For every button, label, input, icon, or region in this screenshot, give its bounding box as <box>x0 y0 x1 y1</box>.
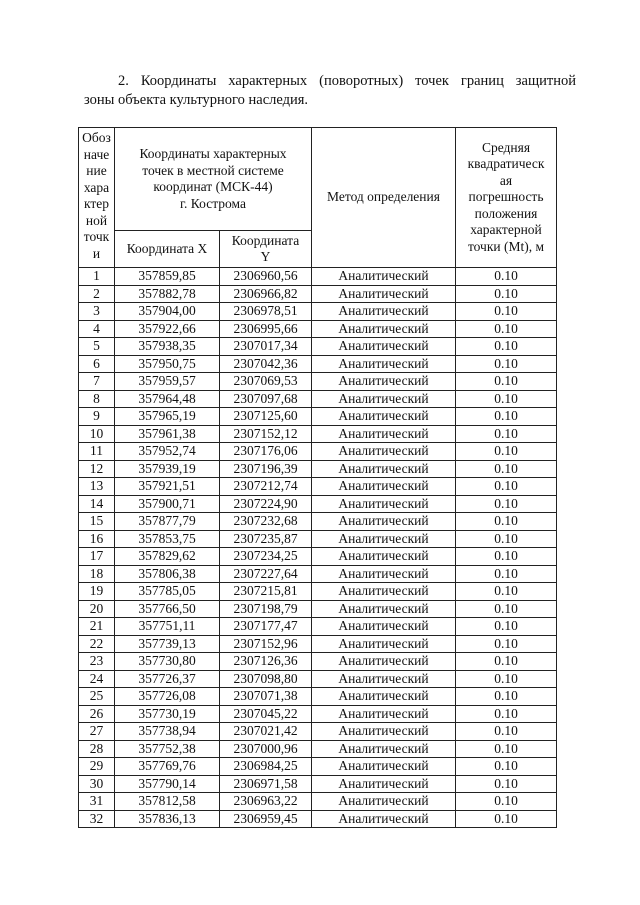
table-row <box>79 390 557 408</box>
method-cell: Аналитический <box>312 285 456 303</box>
point-number-cell: 18 <box>79 565 115 583</box>
table-row <box>79 775 557 793</box>
coordinate-x-cell: 357730,80 <box>115 653 220 671</box>
coordinate-y-cell: 2307125,60 <box>220 408 312 426</box>
coordinate-x-cell: 357877,79 <box>115 513 220 531</box>
method-cell: Аналитический <box>312 268 456 286</box>
coordinate-x-cell: 357922,66 <box>115 320 220 338</box>
coordinate-x-cell: 357904,00 <box>115 303 220 321</box>
accuracy-cell: 0.10 <box>456 723 557 741</box>
point-number-cell: 23 <box>79 653 115 671</box>
coordinate-y-cell: 2306984,25 <box>220 758 312 776</box>
coordinate-x-cell: 357853,75 <box>115 530 220 548</box>
method-cell: Аналитический <box>312 670 456 688</box>
point-number-cell: 2 <box>79 285 115 303</box>
method-cell: Аналитический <box>312 355 456 373</box>
point-number-cell: 16 <box>79 530 115 548</box>
accuracy-cell: 0.10 <box>456 338 557 356</box>
coordinate-x-cell: 357859,85 <box>115 268 220 286</box>
method-cell: Аналитический <box>312 443 456 461</box>
point-number-cell: 27 <box>79 723 115 741</box>
table-row <box>79 600 557 618</box>
point-number-cell: 1 <box>79 268 115 286</box>
table-row <box>79 810 557 828</box>
accuracy-cell: 0.10 <box>456 355 557 373</box>
accuracy-cell: 0.10 <box>456 548 557 566</box>
coordinate-x-cell: 357790,14 <box>115 775 220 793</box>
table-row <box>79 495 557 513</box>
point-number-cell: 9 <box>79 408 115 426</box>
accuracy-cell: 0.10 <box>456 320 557 338</box>
coordinate-x-cell: 357950,75 <box>115 355 220 373</box>
table-row <box>79 530 557 548</box>
coordinate-x-cell: 357726,08 <box>115 688 220 706</box>
header-coordinate-y: Координата Y <box>220 231 312 268</box>
coordinate-y-cell: 2307224,90 <box>220 495 312 513</box>
table-row <box>79 758 557 776</box>
coordinate-y-cell: 2306963,22 <box>220 793 312 811</box>
coordinate-x-cell: 357752,38 <box>115 740 220 758</box>
accuracy-cell: 0.10 <box>456 303 557 321</box>
coordinate-x-cell: 357921,51 <box>115 478 220 496</box>
coordinate-y-cell: 2307177,47 <box>220 618 312 636</box>
coordinate-y-cell: 2306978,51 <box>220 303 312 321</box>
coordinate-x-cell: 357959,57 <box>115 373 220 391</box>
accuracy-cell: 0.10 <box>456 670 557 688</box>
accuracy-cell: 0.10 <box>456 373 557 391</box>
coordinate-x-cell: 357785,05 <box>115 583 220 601</box>
coordinate-x-cell: 357769,76 <box>115 758 220 776</box>
accuracy-cell: 0.10 <box>456 688 557 706</box>
point-number-cell: 14 <box>79 495 115 513</box>
coordinate-y-cell: 2306960,56 <box>220 268 312 286</box>
coordinate-y-cell: 2307235,87 <box>220 530 312 548</box>
method-cell: Аналитический <box>312 425 456 443</box>
coordinate-y-cell: 2307212,74 <box>220 478 312 496</box>
coordinate-y-cell: 2307021,42 <box>220 723 312 741</box>
method-cell: Аналитический <box>312 495 456 513</box>
header-method: Метод определения <box>312 128 456 268</box>
method-cell: Аналитический <box>312 565 456 583</box>
table-row <box>79 793 557 811</box>
table-row <box>79 268 557 286</box>
coordinate-x-cell: 357738,94 <box>115 723 220 741</box>
accuracy-cell: 0.10 <box>456 583 557 601</box>
coordinate-y-cell: 2307045,22 <box>220 705 312 723</box>
coordinate-y-cell: 2307176,06 <box>220 443 312 461</box>
coordinate-y-cell: 2307042,36 <box>220 355 312 373</box>
table-row <box>79 285 557 303</box>
coordinate-y-cell: 2307196,39 <box>220 460 312 478</box>
accuracy-cell: 0.10 <box>456 425 557 443</box>
accuracy-cell: 0.10 <box>456 285 557 303</box>
point-number-cell: 30 <box>79 775 115 793</box>
coordinate-x-cell: 357882,78 <box>115 285 220 303</box>
point-number-cell: 13 <box>79 478 115 496</box>
coordinate-x-cell: 357964,48 <box>115 390 220 408</box>
point-number-cell: 20 <box>79 600 115 618</box>
point-number-cell: 5 <box>79 338 115 356</box>
table-row <box>79 443 557 461</box>
accuracy-cell: 0.10 <box>456 478 557 496</box>
method-cell: Аналитический <box>312 373 456 391</box>
accuracy-cell: 0.10 <box>456 740 557 758</box>
point-number-cell: 22 <box>79 635 115 653</box>
section-heading <box>84 72 576 110</box>
table-row <box>79 478 557 496</box>
header-coordinate-x: Координата X <box>115 231 220 268</box>
accuracy-cell: 0.10 <box>456 268 557 286</box>
method-cell: Аналитический <box>312 530 456 548</box>
coordinate-y-cell: 2307198,79 <box>220 600 312 618</box>
accuracy-cell: 0.10 <box>456 600 557 618</box>
point-number-cell: 17 <box>79 548 115 566</box>
accuracy-cell: 0.10 <box>456 513 557 531</box>
method-cell: Аналитический <box>312 618 456 636</box>
accuracy-cell: 0.10 <box>456 775 557 793</box>
method-cell: Аналитический <box>312 705 456 723</box>
table-row <box>79 583 557 601</box>
coordinate-y-cell: 2307215,81 <box>220 583 312 601</box>
coordinate-x-cell: 357730,19 <box>115 705 220 723</box>
coordinate-y-cell: 2307232,68 <box>220 513 312 531</box>
method-cell: Аналитический <box>312 303 456 321</box>
method-cell: Аналитический <box>312 653 456 671</box>
table-row <box>79 425 557 443</box>
coordinate-y-cell: 2307152,12 <box>220 425 312 443</box>
coordinate-y-cell: 2306971,58 <box>220 775 312 793</box>
point-number-cell: 6 <box>79 355 115 373</box>
coordinate-y-cell: 2307097,68 <box>220 390 312 408</box>
point-number-cell: 8 <box>79 390 115 408</box>
point-number-cell: 32 <box>79 810 115 828</box>
point-number-cell: 3 <box>79 303 115 321</box>
method-cell: Аналитический <box>312 600 456 618</box>
table-row <box>79 635 557 653</box>
point-number-cell: 24 <box>79 670 115 688</box>
method-cell: Аналитический <box>312 320 456 338</box>
coordinate-y-cell: 2307069,53 <box>220 373 312 391</box>
coordinate-x-cell: 357836,13 <box>115 810 220 828</box>
point-number-cell: 29 <box>79 758 115 776</box>
coordinate-y-cell: 2307017,34 <box>220 338 312 356</box>
accuracy-cell: 0.10 <box>456 653 557 671</box>
coordinate-x-cell: 357952,74 <box>115 443 220 461</box>
point-number-cell: 21 <box>79 618 115 636</box>
table-row <box>79 565 557 583</box>
table-body <box>79 268 557 828</box>
accuracy-cell: 0.10 <box>456 565 557 583</box>
point-number-cell: 28 <box>79 740 115 758</box>
heading-line-1: 2. Координаты характерных (поворотных) точек границ защитной <box>118 73 576 89</box>
method-cell: Аналитический <box>312 740 456 758</box>
accuracy-cell: 0.10 <box>456 758 557 776</box>
table-row <box>79 740 557 758</box>
point-number-cell: 25 <box>79 688 115 706</box>
method-cell: Аналитический <box>312 338 456 356</box>
table-row <box>79 355 557 373</box>
table-row <box>79 373 557 391</box>
coordinate-x-cell: 357900,71 <box>115 495 220 513</box>
table-row <box>79 688 557 706</box>
header-coordinates-group: Координаты характерных точек в местной системе координат (МСК-44) г. Кострома <box>115 128 312 231</box>
accuracy-cell: 0.10 <box>456 530 557 548</box>
method-cell: Аналитический <box>312 793 456 811</box>
method-cell: Аналитический <box>312 548 456 566</box>
method-cell: Аналитический <box>312 583 456 601</box>
method-cell: Аналитический <box>312 513 456 531</box>
coordinate-y-cell: 2306966,82 <box>220 285 312 303</box>
point-number-cell: 26 <box>79 705 115 723</box>
coordinate-x-cell: 357829,62 <box>115 548 220 566</box>
coordinate-y-cell: 2306995,66 <box>220 320 312 338</box>
method-cell: Аналитический <box>312 478 456 496</box>
method-cell: Аналитический <box>312 723 456 741</box>
coordinate-x-cell: 357812,58 <box>115 793 220 811</box>
table-row <box>79 653 557 671</box>
method-cell: Аналитический <box>312 390 456 408</box>
table-row <box>79 723 557 741</box>
coordinates-table <box>78 127 557 828</box>
coordinate-x-cell: 357938,35 <box>115 338 220 356</box>
table-row <box>79 303 557 321</box>
method-cell: Аналитический <box>312 460 456 478</box>
table-row <box>79 408 557 426</box>
coordinate-x-cell: 357965,19 <box>115 408 220 426</box>
coordinate-y-cell: 2307098,80 <box>220 670 312 688</box>
heading-line-2: зоны объекта культурного наследия. <box>84 92 309 108</box>
method-cell: Аналитический <box>312 810 456 828</box>
method-cell: Аналитический <box>312 775 456 793</box>
table-row <box>79 705 557 723</box>
coordinate-x-cell: 357961,38 <box>115 425 220 443</box>
point-number-cell: 7 <box>79 373 115 391</box>
point-number-cell: 12 <box>79 460 115 478</box>
accuracy-cell: 0.10 <box>456 408 557 426</box>
accuracy-cell: 0.10 <box>456 443 557 461</box>
header-accuracy: Средняя квадратическ ая погрешность положения характерной точки (Mt), м <box>456 128 557 268</box>
method-cell: Аналитический <box>312 408 456 426</box>
table-row <box>79 460 557 478</box>
coordinate-x-cell: 357739,13 <box>115 635 220 653</box>
accuracy-cell: 0.10 <box>456 460 557 478</box>
coordinate-y-cell: 2306959,45 <box>220 810 312 828</box>
accuracy-cell: 0.10 <box>456 635 557 653</box>
coordinate-x-cell: 357751,11 <box>115 618 220 636</box>
point-number-cell: 4 <box>79 320 115 338</box>
method-cell: Аналитический <box>312 758 456 776</box>
table-row <box>79 320 557 338</box>
accuracy-cell: 0.10 <box>456 390 557 408</box>
table-row <box>79 338 557 356</box>
coordinate-x-cell: 357766,50 <box>115 600 220 618</box>
accuracy-cell: 0.10 <box>456 495 557 513</box>
coordinate-y-cell: 2307234,25 <box>220 548 312 566</box>
table-row <box>79 548 557 566</box>
coordinate-y-cell: 2307000,96 <box>220 740 312 758</box>
method-cell: Аналитический <box>312 688 456 706</box>
method-cell: Аналитический <box>312 635 456 653</box>
coordinate-x-cell: 357806,38 <box>115 565 220 583</box>
coordinate-y-cell: 2307126,36 <box>220 653 312 671</box>
accuracy-cell: 0.10 <box>456 705 557 723</box>
table-row <box>79 670 557 688</box>
point-number-cell: 11 <box>79 443 115 461</box>
coordinate-y-cell: 2307071,38 <box>220 688 312 706</box>
point-number-cell: 10 <box>79 425 115 443</box>
point-number-cell: 31 <box>79 793 115 811</box>
point-number-cell: 15 <box>79 513 115 531</box>
point-number-cell: 19 <box>79 583 115 601</box>
accuracy-cell: 0.10 <box>456 793 557 811</box>
coordinate-y-cell: 2307152,96 <box>220 635 312 653</box>
accuracy-cell: 0.10 <box>456 618 557 636</box>
header-point-number: Обоз наче ние хара ктер ной точк и <box>79 128 115 268</box>
accuracy-cell: 0.10 <box>456 810 557 828</box>
coordinate-y-cell: 2307227,64 <box>220 565 312 583</box>
coordinate-x-cell: 357939,19 <box>115 460 220 478</box>
table-row <box>79 513 557 531</box>
coordinate-x-cell: 357726,37 <box>115 670 220 688</box>
table-row <box>79 618 557 636</box>
